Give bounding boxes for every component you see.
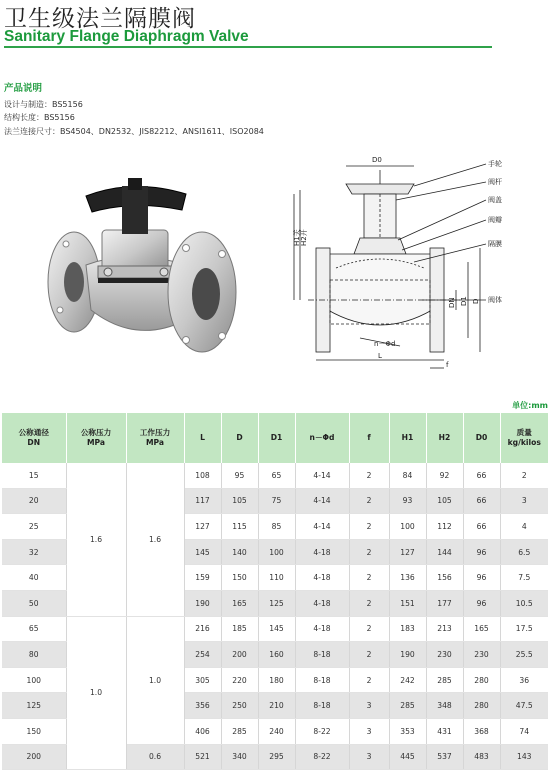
- table-cell: 36: [500, 667, 548, 693]
- table-cell: 2: [349, 514, 389, 540]
- table-cell: 4-18: [295, 590, 349, 616]
- column-header-line: 工作压力: [139, 428, 171, 437]
- table-cell: 3: [349, 718, 389, 744]
- table-cell: 151: [389, 590, 426, 616]
- table-cell: 2: [349, 590, 389, 616]
- table-cell: 165: [463, 616, 500, 642]
- cell-dn: 200: [2, 744, 66, 770]
- unit-label: 单位:mm: [512, 401, 548, 410]
- cell-dn: 125: [2, 693, 66, 719]
- table-cell: 125: [258, 590, 295, 616]
- cell-working-pressure: 0.6: [126, 744, 184, 770]
- table-cell: 185: [221, 616, 258, 642]
- page-title-en: Sanitary Flange Diaphragm Valve: [4, 28, 249, 45]
- table-cell: 127: [184, 514, 221, 540]
- table-cell: 10.5: [500, 590, 548, 616]
- cell-dn: 100: [2, 667, 66, 693]
- table-cell: 100: [389, 514, 426, 540]
- table-cell: 108: [184, 463, 221, 488]
- table-cell: 280: [463, 693, 500, 719]
- column-header: [126, 413, 184, 463]
- column-header: [349, 413, 389, 463]
- cell-dn: 40: [2, 565, 66, 591]
- column-header-line: D0: [475, 433, 488, 442]
- table-cell: 250: [221, 693, 258, 719]
- table-cell: 92: [426, 463, 463, 488]
- column-header-line: L: [200, 433, 205, 442]
- cell-dn: 80: [2, 642, 66, 668]
- table-cell: 445: [389, 744, 426, 770]
- column-header-line: DN: [27, 438, 41, 447]
- table-cell: 295: [258, 744, 295, 770]
- table-cell: 95: [221, 463, 258, 488]
- table-cell: 136: [389, 565, 426, 591]
- dim-l: L: [378, 352, 382, 360]
- column-header: [66, 413, 126, 463]
- table-cell: 115: [221, 514, 258, 540]
- column-header-line: f: [367, 433, 371, 442]
- table-cell: 213: [426, 616, 463, 642]
- table-cell: 200: [221, 642, 258, 668]
- table-cell: 144: [426, 539, 463, 565]
- table-cell: 145: [184, 539, 221, 565]
- table-cell: 84: [389, 463, 426, 488]
- table-cell: 285: [221, 718, 258, 744]
- table-cell: 368: [463, 718, 500, 744]
- dim-h1: H1关: [293, 229, 301, 246]
- column-header: [184, 413, 221, 463]
- table-cell: 216: [184, 616, 221, 642]
- table-cell: 96: [463, 565, 500, 591]
- cell-nominal-pressure: 1.6: [66, 463, 126, 616]
- table-cell: 356: [184, 693, 221, 719]
- column-header: [295, 413, 349, 463]
- table-cell: 3: [349, 744, 389, 770]
- column-header-line: D1: [270, 433, 283, 442]
- column-header: [426, 413, 463, 463]
- table-cell: 183: [389, 616, 426, 642]
- table-cell: 3: [500, 488, 548, 514]
- table-cell: 160: [258, 642, 295, 668]
- table-cell: 140: [221, 539, 258, 565]
- table-cell: 74: [500, 718, 548, 744]
- column-header-line: MPa: [86, 438, 106, 447]
- table-cell: 348: [426, 693, 463, 719]
- table-cell: 156: [426, 565, 463, 591]
- table-cell: 4: [500, 514, 548, 540]
- table-cell: 105: [426, 488, 463, 514]
- table-cell: 190: [184, 590, 221, 616]
- table-cell: 6.5: [500, 539, 548, 565]
- column-header-line: 质量: [516, 428, 532, 437]
- column-header-line: kg/kilos: [507, 438, 541, 447]
- dim-dn: DN: [448, 297, 456, 308]
- table-cell: 240: [258, 718, 295, 744]
- dim-nphid: n－Φd: [374, 340, 396, 348]
- table-cell: 537: [426, 744, 463, 770]
- table-cell: 220: [221, 667, 258, 693]
- table-cell: 285: [389, 693, 426, 719]
- label-diaphragm: 隔膜: [488, 240, 502, 248]
- table-cell: 4-18: [295, 616, 349, 642]
- table-cell: 2: [349, 667, 389, 693]
- column-header: [389, 413, 426, 463]
- table-cell: 117: [184, 488, 221, 514]
- cell-dn: 25: [2, 514, 66, 540]
- table-cell: 483: [463, 744, 500, 770]
- table-cell: 150: [221, 565, 258, 591]
- table-cell: 8-22: [295, 744, 349, 770]
- column-header-line: 公称通径: [18, 428, 49, 437]
- table-row: [2, 616, 548, 642]
- dim-d1: D1: [460, 296, 468, 306]
- table-cell: 2: [500, 463, 548, 488]
- table-cell: 2: [349, 642, 389, 668]
- title-rule: [4, 46, 492, 48]
- intro-line: 设计与制造：BS5156: [4, 99, 83, 109]
- dim-d: D: [472, 298, 480, 304]
- table-cell: 230: [426, 642, 463, 668]
- table-cell: 254: [184, 642, 221, 668]
- intro-line: 结构长度：BS5156: [4, 113, 75, 122]
- table-cell: 230: [463, 642, 500, 668]
- table-cell: 2: [349, 488, 389, 514]
- table-cell: 159: [184, 565, 221, 591]
- table-cell: 4-18: [295, 565, 349, 591]
- intro-section: [4, 82, 264, 138]
- column-header: [463, 413, 500, 463]
- column-header: [500, 413, 548, 463]
- table-cell: 2: [349, 463, 389, 488]
- table-cell: 66: [463, 514, 500, 540]
- cell-working-pressure: 1.6: [126, 463, 184, 616]
- table-cell: 2: [349, 616, 389, 642]
- table-cell: 93: [389, 488, 426, 514]
- label-stem: 阀杆: [488, 178, 502, 186]
- table-cell: 7.5: [500, 565, 548, 591]
- table-cell: 431: [426, 718, 463, 744]
- column-header: [2, 413, 66, 463]
- table-cell: 521: [184, 744, 221, 770]
- cell-dn: 150: [2, 718, 66, 744]
- table-cell: 127: [389, 539, 426, 565]
- table-header-row: [2, 413, 548, 463]
- dim-d0: D0: [372, 156, 382, 164]
- column-header-line: n－Φd: [309, 433, 335, 442]
- table-cell: 242: [389, 667, 426, 693]
- table-cell: 8-22: [295, 718, 349, 744]
- column-header-line: H1: [401, 433, 414, 442]
- column-header: [258, 413, 295, 463]
- table-cell: 4-14: [295, 488, 349, 514]
- table-cell: 143: [500, 744, 548, 770]
- table-cell: 4-14: [295, 514, 349, 540]
- section-drawing: [290, 150, 520, 370]
- column-header-line: 公称压力: [80, 428, 112, 437]
- table-cell: 25.5: [500, 642, 548, 668]
- table-cell: 210: [258, 693, 295, 719]
- table-cell: 165: [221, 590, 258, 616]
- cell-dn: 32: [2, 539, 66, 565]
- cell-working-pressure: 1.0: [126, 616, 184, 744]
- table-cell: 190: [389, 642, 426, 668]
- table-cell: 47.5: [500, 693, 548, 719]
- table-cell: 8-18: [295, 667, 349, 693]
- table-cell: 66: [463, 488, 500, 514]
- table-cell: 145: [258, 616, 295, 642]
- spec-table: [2, 413, 548, 770]
- table-cell: 105: [221, 488, 258, 514]
- table-cell: 110: [258, 565, 295, 591]
- label-bonnet: 阀盖: [488, 196, 502, 204]
- label-clack: 阀瓣: [488, 216, 502, 224]
- table-cell: 406: [184, 718, 221, 744]
- table-cell: 4-18: [295, 539, 349, 565]
- table-cell: 8-18: [295, 693, 349, 719]
- table-cell: 305: [184, 667, 221, 693]
- cell-dn: 15: [2, 463, 66, 488]
- column-header-line: D: [236, 433, 243, 442]
- table-cell: 280: [463, 667, 500, 693]
- cell-dn: 65: [2, 616, 66, 642]
- table-cell: 112: [426, 514, 463, 540]
- table-cell: 285: [426, 667, 463, 693]
- table-cell: 65: [258, 463, 295, 488]
- column-header-line: H2: [438, 433, 451, 442]
- dim-f: f: [446, 361, 449, 369]
- column-header-line: MPa: [145, 438, 165, 447]
- label-handwheel: 手轮: [488, 160, 502, 168]
- table-cell: 180: [258, 667, 295, 693]
- table-cell: 100: [258, 539, 295, 565]
- table-cell: 8-18: [295, 642, 349, 668]
- table-cell: 17.5: [500, 616, 548, 642]
- intro-heading: 产品说明: [4, 83, 43, 94]
- table-cell: 75: [258, 488, 295, 514]
- table-cell: 96: [463, 539, 500, 565]
- table-cell: 353: [389, 718, 426, 744]
- intro-line: 法兰连接尺寸：BS4504、DN2532、JIS82212、ANSI1611、ISO2084: [4, 126, 264, 136]
- table-cell: 3: [349, 693, 389, 719]
- table-cell: 96: [463, 590, 500, 616]
- cell-dn: 20: [2, 488, 66, 514]
- column-header: [221, 413, 258, 463]
- valve-photo: [36, 170, 256, 370]
- table-cell: 2: [349, 539, 389, 565]
- table-cell: 340: [221, 744, 258, 770]
- table-row: [2, 463, 548, 488]
- label-body: 阀体: [488, 296, 502, 304]
- cell-dn: 50: [2, 590, 66, 616]
- table-cell: 2: [349, 565, 389, 591]
- table-cell: 66: [463, 463, 500, 488]
- table-cell: 177: [426, 590, 463, 616]
- dim-h2: H2开: [300, 229, 308, 246]
- table-cell: 4-14: [295, 463, 349, 488]
- table-cell: 85: [258, 514, 295, 540]
- page-title-cn: 卫生级法兰隔膜阀: [4, 6, 196, 32]
- cell-nominal-pressure: 1.0: [66, 616, 126, 770]
